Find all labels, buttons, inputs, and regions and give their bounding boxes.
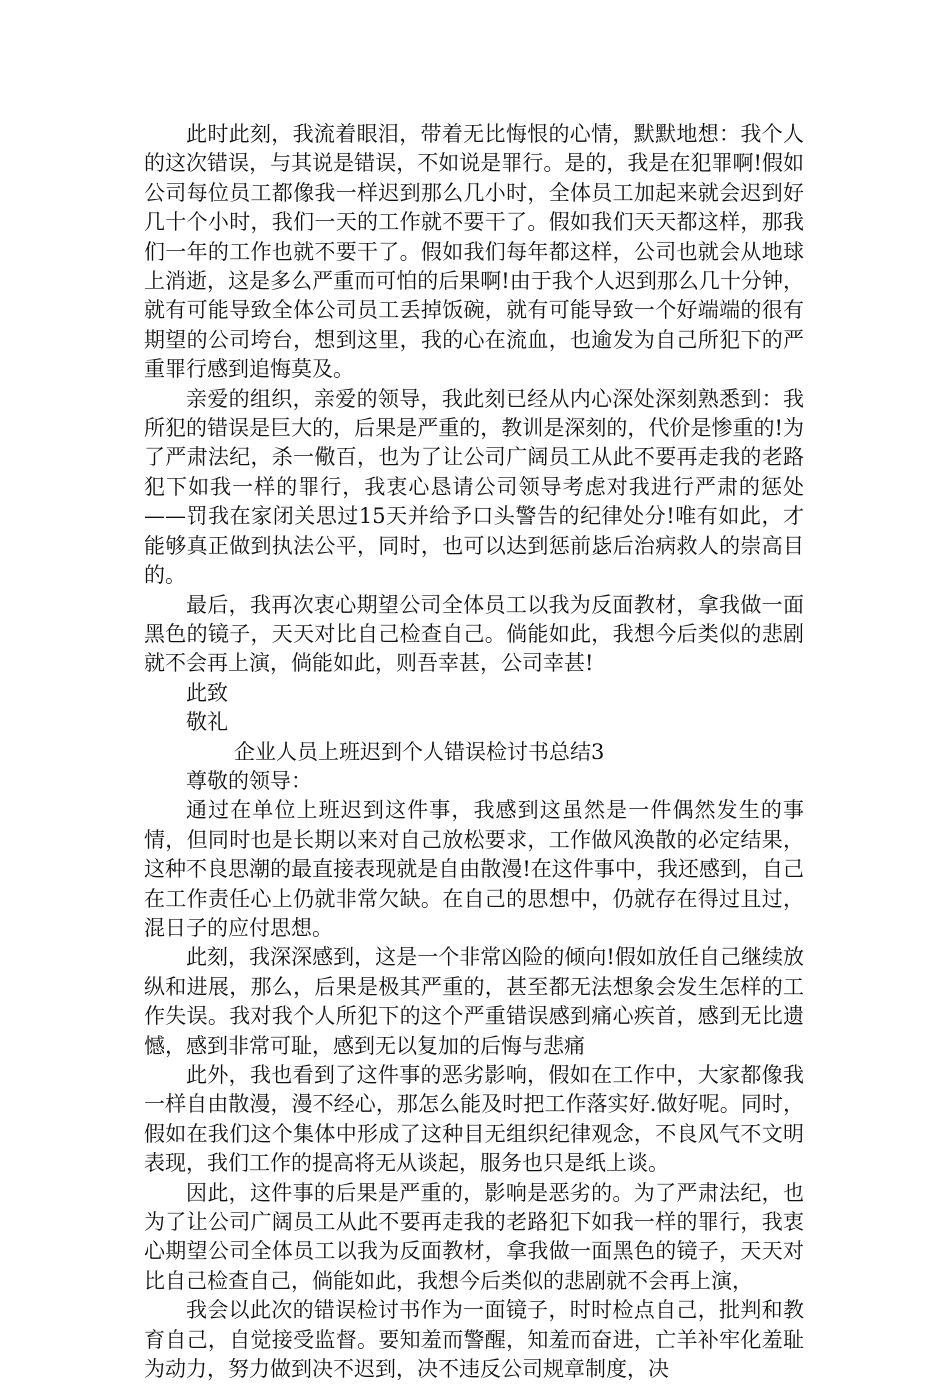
paragraph-2: 亲爱的组织，亲爱的领导，我此刻已经从内心深处深刻熟悉到：我所犯的错误是巨大的，后果是严重的，教训是深刻的，代价是惨重的!为了严肃法纪，杀一儆百，也为了让公司广阔员工从此不要再走我的老路犯下如我一样的罪行，我衷心恳请公司领导考虑对我进行严肃的惩处——罚我在家闭关思过15天并给予口头警告的纪律处分!唯有如此，才能够真正做到执法公平，同时，也可以达到惩前毖后治病救人的崇高目的。	[144, 386, 804, 588]
body-paragraph-5: 我会以此次的错误检讨书作为一面镜子，时时检点自己，批判和教育自己，自觉接受监督。要知羞而警醒，知羞而奋进，亡羊补牢化羞耻为动力，努力做到决不迟到，决不违反公司规章制度，决	[144, 1298, 804, 1382]
body-paragraph-2: 此刻，我深深感到，这是一个非常凶险的倾向!假如放任自己继续放纵和进展，那么，后果是极其严重的，甚至都无法想象会发生怎样的工作失误。我对我个人所犯下的这个严重错误感到痛心疾首，感到无比遗憾，感到非常可耻，感到无以复加的后悔与悲痛	[144, 945, 804, 1058]
paragraph-1: 此时此刻，我流着眼泪，带着无比悔恨的心情，默默地想：我个人的这次错误，与其说是错误，不如说是罪行。是的，我是在犯罪啊!假如公司每位员工都像我一样迟到那么几小时，全体员工加起来就会迟到好几十个小时，我们一天的工作就不要干了。假如我们天天都这样，那我们一年的工作也就不要干了。假如我们每年都这样，公司也就会从地球上消逝，这是多么严重而可怕的后果啊!由于我个人迟到那么几十分钟，就有可能导致全体公司员工丢掉饭碗，就有可能导致一个好端端的很有期望的公司垮台，想到这里，我的心在流血，也逾发为自己所犯下的严重罪行感到追悔莫及。	[144, 122, 804, 382]
closing-line-2: 敬礼	[186, 710, 228, 735]
paragraph-3: 最后，我再次衷心期望公司全体员工以我为反面教材，拿我做一面黑色的镜子，天天对比自己检查自己。倘能如此，我想今后类似的悲剧就不会再上演，倘能如此，则吾幸甚，公司幸甚!	[144, 592, 804, 676]
body-paragraph-1: 通过在单位上班迟到这件事，我感到这虽然是一件偶然发生的事情，但同时也是长期以来对自己放松要求，工作做风涣散的必定结果，这种不良思潮的最直接表现就是自由散漫!在这件事中，我还感到，自己在工作责任心上仍就非常欠缺。在自己的思想中，仍就存在得过且过，混日子的应付思想。	[144, 798, 804, 940]
document-page	[144, 120, 804, 1384]
closing-line-1: 此致	[186, 680, 228, 705]
body-paragraph-4: 因此，这件事的后果是严重的，影响是恶劣的。为了严肃法纪，也为了让公司广阔员工从此不要再走我的老路犯下如我一样的罪行，我衷心期望公司全体员工以我为反面教材，拿我做一面黑色的镜子，天天对比自己检查自己，倘能如此，我想今后类似的悲剧就不会再上演，	[144, 1180, 804, 1293]
section-title: 企业人员上班迟到个人错误检讨书总结3	[234, 739, 605, 764]
salutation: 尊敬的领导：	[186, 768, 312, 793]
body-paragraph-3: 此外，我也看到了这件事的恶劣影响，假如在工作中，大家都像我一样自由散漫，漫不经心，那怎么能及时把工作落实好.做好呢。同时，假如在我们这个集体中形成了这种目无组织纪律观念，不良风气不文明表现，我们工作的提高将无从谈起，服务也只是纸上谈。	[144, 1063, 804, 1176]
